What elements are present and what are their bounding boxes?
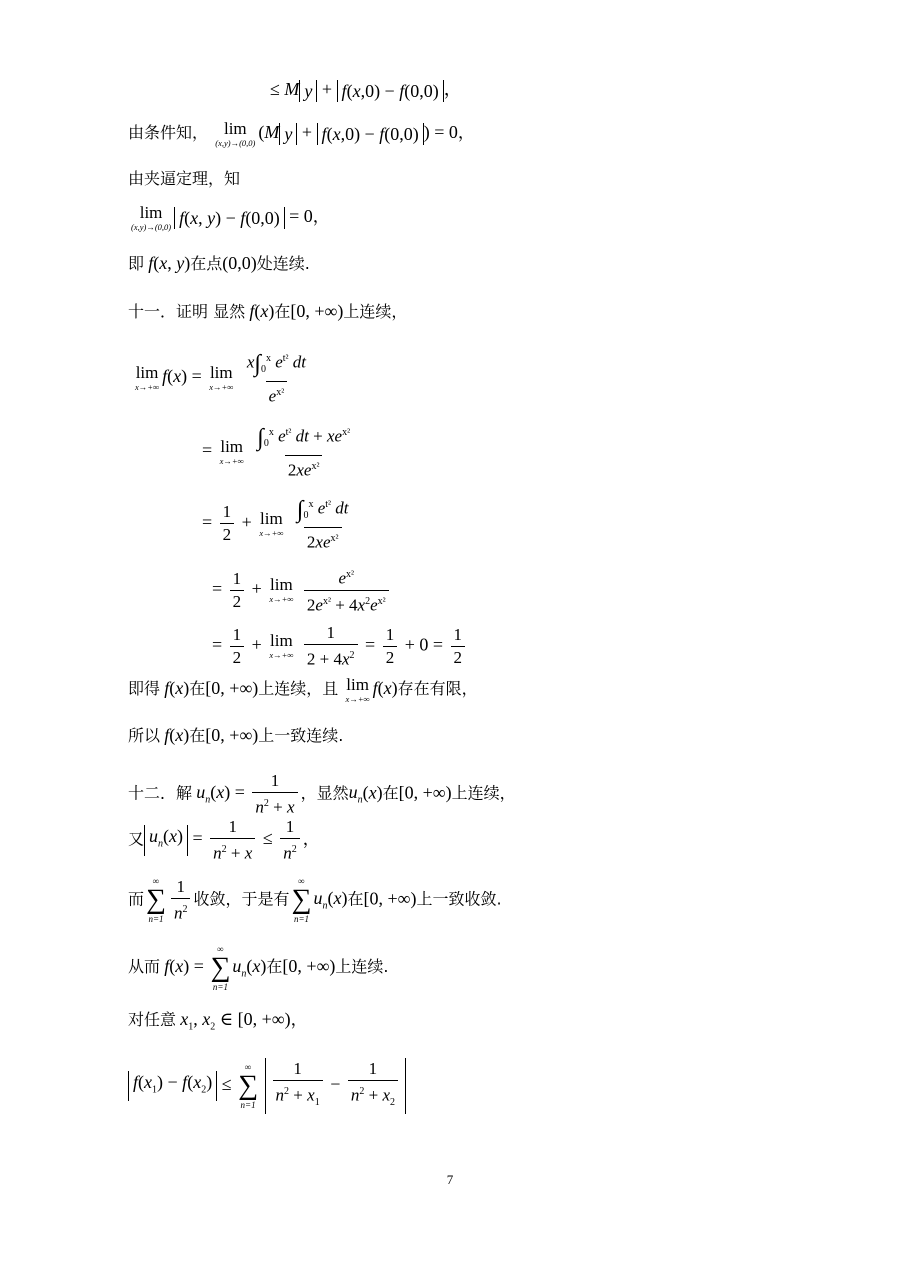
series-convergence-line: 而 ∞ ∑ n=1 $\frac{1}{n^2}$ 收敛，于是有 ∞ ∑ n=1 $u_n(x)$在[0, +∞)上一致收敛. — [128, 876, 502, 925]
section-11-heading: 十一．证明 显然 f(x)在[0, +∞)上连续， — [128, 301, 408, 321]
condition-line: 由条件知， lim (x,y)→(0,0) (M y + f(x,0) − f(0,0) ) = 0， — [128, 119, 475, 148]
section-12-heading: 十二．解 $u_n(x)$ = $\frac{1}{n^2 + x}$ ，显然$u_n(x)$在[0, +∞)上连续， — [128, 771, 516, 817]
sum-continuity-line: 从而 f(x) = ∞ ∑ n=1 $u_n(x)$在[0, +∞)上连续. — [128, 944, 389, 992]
ineq-line-1: ≤ M y + f(x,0) − f(0,0) ， — [270, 79, 462, 101]
squeeze-line: 由夹逼定理，知 — [128, 169, 241, 188]
jide-line: 即得 f(x)在[0, +∞)上连续，且 lim x→+∞ f(x)存在有限， — [128, 675, 478, 704]
difference-bound-line: $f(x_1) - f(x_2)$ ≤ ∞ ∑ n=1 $\frac{1}{n^2 + x_1}$ − $\frac{1}{n^2 + x_2}$ — [128, 1058, 406, 1114]
bound-line: 又 $u_n(x)$ = $\frac{1}{n^2 + x}$ ≤ $\frac{1}{n^2}$ ， — [128, 817, 320, 863]
continuity-conclusion: 即 f(x, y)在点(0,0)处连续. — [128, 253, 310, 273]
limit-step-3: = $\frac{1}{2}$ + lim x→+∞ $\frac{\int_0^x e^{t^2} dt}{2xe^{x^2}}$ — [202, 496, 349, 552]
limit-step-5: = $\frac{1}{2}$ + lim x→+∞ $\frac{1}{2 + 4x^2}$ = $\frac{1}{2}$ + 0 = $\frac{1}{2}$ — [212, 622, 468, 671]
arbitrary-points-line: 对任意 $x_1$, $x_2$ ∈ [0, +∞)， — [128, 1009, 308, 1033]
limit-step-4: = $\frac{1}{2}$ + lim x→+∞ $\frac{e^{x^2}}{2e^{x^2} + 4x^2e^{x^2}}$ — [212, 564, 392, 616]
limit-result-line: lim (x,y)→(0,0) f(x, y) − f(0,0) = 0， — [131, 203, 330, 232]
page-number: 7 — [446, 1172, 454, 1187]
limit-step-2: = lim x→+∞ $\frac{\int_0^x e^{t^2} dt + xe^{x^2}}{2xe^{x^2}}$ — [202, 424, 351, 480]
limit-step-1: lim x→+∞ f(x) = lim x→+∞ $\frac{x\int_0^x e^{t^2} dt}{e^{x^2}}$ — [135, 350, 307, 406]
uniform-continuity-line: 所以 f(x)在[0, +∞)上一致连续. — [128, 725, 344, 745]
